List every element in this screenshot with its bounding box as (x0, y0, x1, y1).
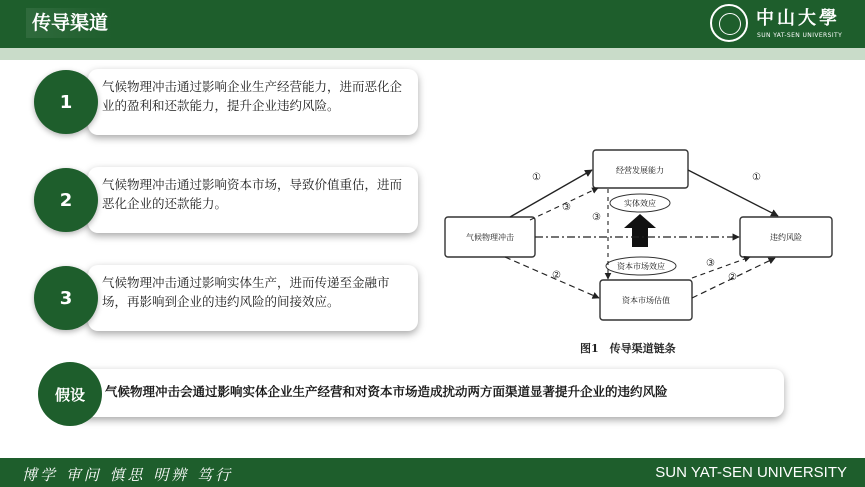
marker-3-left: ③ (562, 202, 571, 213)
entity-effect-label: 实体效应 (624, 199, 656, 208)
point-card-1 (88, 69, 418, 135)
node-shock: 气候物理冲击 (466, 233, 514, 242)
logo-english-name: SUN YAT-SEN UNIVERSITY (757, 32, 843, 39)
point-text: 气候物理冲击通过影响资本市场，导致价值重估，进而恶化企业的还款能力。 (102, 177, 403, 211)
point-text: 气候物理冲击通过影响实体生产，进而传递至金融市场，再影响到企业的违约风险的间接效应。 (102, 275, 390, 309)
point-number-2: 2 (34, 168, 98, 232)
footer-motto: 博学 审问 慎思 明辨 笃行 (22, 466, 234, 484)
point-number-1: 1 (34, 70, 98, 134)
hypothesis-text: 气候物理冲击会通过影响实体企业生产经营和对资本市场造成扰动两方面渠道显著提升企业的违约风险 (105, 384, 668, 399)
market-effect-label: 资本市场效应 (617, 262, 665, 271)
header-strip (0, 48, 865, 60)
transmission-diagram (440, 140, 860, 365)
point-card-3 (88, 265, 418, 331)
arrow-shock-to-ability (510, 170, 592, 217)
node-ability: 经营发展能力 (616, 166, 664, 175)
node-valuation: 资本市场估值 (622, 296, 670, 305)
footer-university-name: SUN YAT-SEN UNIVERSITY (655, 464, 847, 481)
point-text: 气候物理冲击通过影响企业生产经营能力，进而恶化企业的盈利和还款能力，提升企业违约风险。 (102, 79, 403, 113)
diagram-caption: 图1 传导渠道链条 (580, 342, 676, 355)
marker-2-right: ② (728, 272, 737, 283)
marker-1-left: ① (532, 172, 541, 183)
logo-chinese-name: 中山大學 (756, 8, 840, 29)
marker-3-right: ③ (706, 258, 715, 269)
seal-icon (710, 4, 748, 42)
university-logo (710, 4, 860, 44)
marker-3-center: ③ (592, 212, 601, 223)
arrow-ability-to-risk (688, 170, 778, 216)
point-number-3: 3 (34, 266, 98, 330)
page-title: 传导渠道 (26, 8, 114, 38)
hypothesis-label: 假设 (38, 362, 102, 426)
marker-2-left: ② (552, 270, 561, 281)
point-card-2 (88, 167, 418, 233)
node-risk: 违约风险 (770, 233, 802, 242)
block-arrow (624, 214, 656, 247)
marker-1-right: ① (752, 172, 761, 183)
